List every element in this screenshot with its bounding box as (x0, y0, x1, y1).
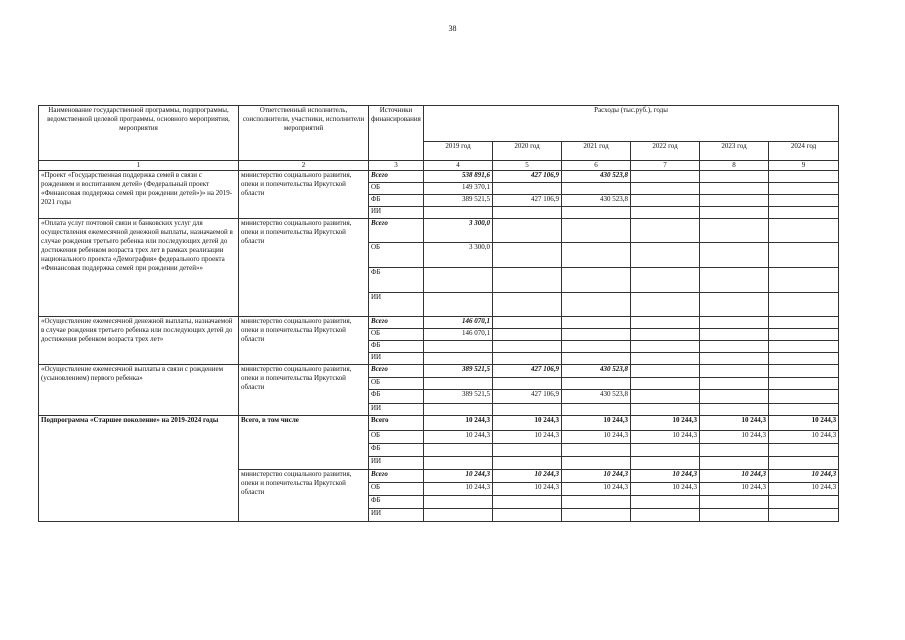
value-cell (631, 219, 700, 243)
table-row (39, 317, 839, 329)
value-cell (700, 317, 769, 329)
value-cell: 149 370,1 (424, 183, 493, 195)
value-cell (562, 457, 631, 470)
value-cell (700, 496, 769, 509)
value-cell: 427 106,9 (493, 365, 562, 378)
source-cell: ОБ (369, 431, 424, 444)
header-source: Источники финансирования (369, 106, 424, 161)
value-cell (631, 404, 700, 416)
column-number: 6 (562, 161, 631, 171)
value-cell (493, 341, 562, 353)
value-cell (700, 457, 769, 470)
column-number: 5 (493, 161, 562, 171)
value-cell (493, 329, 562, 341)
value-cell: 538 891,6 (424, 171, 493, 183)
value-cell: 389 521,5 (424, 195, 493, 207)
subprogram-name: Подпрограмма «Старшее поколение» на 2019-2024 годы (39, 416, 239, 522)
value-cell (562, 207, 631, 219)
source-ii: ИИ (369, 404, 424, 416)
value-cell: 146 070,1 (424, 317, 493, 329)
value-cell (700, 293, 769, 317)
value-cell: 10 244,3 (424, 483, 493, 496)
column-number: 7 (631, 161, 700, 171)
source-ii: ИИ (369, 207, 424, 219)
value-cell (631, 243, 700, 268)
source-ob: ОБ (369, 329, 424, 341)
value-cell (631, 268, 700, 293)
value-cell (562, 378, 631, 390)
source-fb: ФБ (369, 268, 424, 293)
value-cell (631, 444, 700, 457)
source-cell: ИИ (369, 457, 424, 470)
value-cell (493, 353, 562, 365)
value-cell (631, 390, 700, 404)
header-year: 2022 год (631, 142, 700, 161)
source-cell: ФБ (369, 444, 424, 457)
source-total: Всего (369, 171, 424, 183)
value-cell (700, 404, 769, 416)
source-cell: ФБ (369, 496, 424, 509)
source-fb: ФБ (369, 341, 424, 353)
executor-total: Всего, в том числе (239, 416, 369, 470)
value-cell: 10 244,3 (493, 416, 562, 431)
value-cell (562, 243, 631, 268)
source-total: Всего (369, 365, 424, 378)
column-number: 4 (424, 161, 493, 171)
value-cell (700, 171, 769, 183)
value-cell (700, 353, 769, 365)
value-cell (769, 365, 839, 378)
value-cell (424, 341, 493, 353)
value-cell: 10 244,3 (424, 431, 493, 444)
value-cell (631, 457, 700, 470)
value-cell (769, 444, 839, 457)
value-cell (769, 317, 839, 329)
header-year: 2024 год (769, 142, 839, 161)
value-cell (493, 378, 562, 390)
value-cell (700, 341, 769, 353)
value-cell (700, 365, 769, 378)
value-cell: 10 244,3 (769, 483, 839, 496)
value-cell: 10 244,3 (700, 416, 769, 431)
executor: министерство социального развития, опеки и попечительства Иркутской области (239, 219, 369, 317)
value-cell (493, 317, 562, 329)
value-cell (562, 268, 631, 293)
value-cell (424, 509, 493, 522)
value-cell: 10 244,3 (769, 431, 839, 444)
value-cell: 427 106,9 (493, 390, 562, 404)
value-cell: 427 106,9 (493, 195, 562, 207)
value-cell (493, 183, 562, 195)
activity-name: «Проект «Государственная поддержка семей в связи с рождением и воспитанием детей» (Федеральный проект «Финансовая поддержка семей при рождении детей»)» на 2019-2021 годы (39, 171, 239, 219)
value-cell (562, 317, 631, 329)
value-cell (562, 509, 631, 522)
value-cell (769, 171, 839, 183)
value-cell: 430 523,8 (562, 365, 631, 378)
value-cell (769, 183, 839, 195)
value-cell (562, 404, 631, 416)
value-cell (700, 183, 769, 195)
value-cell (493, 404, 562, 416)
value-cell: 10 244,3 (424, 470, 493, 483)
value-cell (631, 329, 700, 341)
value-cell (424, 207, 493, 219)
value-cell (700, 378, 769, 390)
value-cell: 389 521,5 (424, 365, 493, 378)
value-cell (631, 207, 700, 219)
value-cell: 10 244,3 (700, 431, 769, 444)
column-number: 3 (369, 161, 424, 171)
source-ob: ОБ (369, 183, 424, 195)
value-cell: 10 244,3 (562, 483, 631, 496)
value-cell: 389 521,5 (424, 390, 493, 404)
header-year: 2019 год (424, 142, 493, 161)
value-cell (424, 268, 493, 293)
value-cell: 430 523,8 (562, 171, 631, 183)
source-cell: ИИ (369, 509, 424, 522)
value-cell (631, 365, 700, 378)
value-cell (562, 353, 631, 365)
value-cell (631, 341, 700, 353)
value-cell (424, 378, 493, 390)
value-cell (631, 509, 700, 522)
value-cell (562, 444, 631, 457)
budget-table (38, 105, 839, 522)
value-cell (769, 329, 839, 341)
value-cell (631, 293, 700, 317)
activity-name: «Осуществление ежемесячной выплаты в связи с рождением (усыновлением) первого ребенка» (39, 365, 239, 416)
value-cell (493, 444, 562, 457)
value-cell (700, 219, 769, 243)
executor: министерство социального развития, опеки и попечительства Иркутской области (239, 365, 369, 416)
value-cell (769, 378, 839, 390)
value-cell: 10 244,3 (493, 470, 562, 483)
table-row (39, 365, 839, 378)
value-cell (562, 183, 631, 195)
value-cell (562, 293, 631, 317)
column-number: 9 (769, 161, 839, 171)
value-cell (769, 353, 839, 365)
value-cell (562, 329, 631, 341)
value-cell: 10 244,3 (631, 483, 700, 496)
source-fb: ФБ (369, 390, 424, 404)
value-cell: 10 244,3 (769, 470, 839, 483)
table-row (39, 171, 839, 183)
page-number: 38 (448, 24, 457, 33)
value-cell (424, 293, 493, 317)
column-number: 2 (239, 161, 369, 171)
source-ii: ИИ (369, 353, 424, 365)
value-cell (700, 243, 769, 268)
value-cell (769, 293, 839, 317)
value-cell: 10 244,3 (493, 483, 562, 496)
value-cell (493, 496, 562, 509)
source-ob: ОБ (369, 243, 424, 268)
value-cell (769, 219, 839, 243)
value-cell (493, 207, 562, 219)
value-cell (493, 219, 562, 243)
value-cell (562, 219, 631, 243)
value-cell (769, 509, 839, 522)
value-cell (769, 207, 839, 219)
column-number: 8 (700, 161, 769, 171)
value-cell (700, 329, 769, 341)
source-cell: ОБ (369, 483, 424, 496)
header-year: 2021 год (562, 142, 631, 161)
value-cell: 10 244,3 (493, 431, 562, 444)
value-cell (562, 341, 631, 353)
value-cell (769, 243, 839, 268)
value-cell: 3 300,0 (424, 243, 493, 268)
value-cell (769, 457, 839, 470)
executor: министерство социального развития, опеки и попечительства Иркутской области (239, 317, 369, 365)
source-cell: Всего (369, 416, 424, 431)
value-cell (769, 390, 839, 404)
value-cell: 10 244,3 (631, 416, 700, 431)
value-cell (424, 404, 493, 416)
value-cell (700, 509, 769, 522)
header-executor: Ответственный исполнитель, соисполнители, участники, исполнители мероприятий (239, 106, 369, 161)
value-cell: 10 244,3 (631, 431, 700, 444)
value-cell (700, 268, 769, 293)
value-cell: 146 070,1 (424, 329, 493, 341)
column-number: 1 (39, 161, 239, 171)
header-year: 2023 год (700, 142, 769, 161)
value-cell (631, 317, 700, 329)
value-cell (493, 457, 562, 470)
value-cell (424, 457, 493, 470)
value-cell (424, 496, 493, 509)
source-ii: ИИ (369, 293, 424, 317)
value-cell: 10 244,3 (631, 470, 700, 483)
activity-name: «Оплата услуг почтовой связи и банковских услуг для осуществления ежемесячной денежной выплаты, назначаемой в случае рождения третьего ребенка или последующих детей до достижения ребенком возраста трех лет в рамках реализации национального проекта «Демография» федерального проекта «Финансовая поддержка семей при рождении детей»» (39, 219, 239, 317)
value-cell (493, 509, 562, 522)
value-cell (424, 444, 493, 457)
value-cell (700, 390, 769, 404)
value-cell (424, 353, 493, 365)
header-year: 2020 год (493, 142, 562, 161)
value-cell: 10 244,3 (769, 416, 839, 431)
header-expenses: Расходы (тыс.руб.), годы (424, 106, 839, 142)
table-row (39, 416, 839, 431)
value-cell (631, 353, 700, 365)
value-cell (631, 496, 700, 509)
value-cell (631, 183, 700, 195)
value-cell (493, 243, 562, 268)
value-cell: 10 244,3 (700, 470, 769, 483)
activity-name: «Осуществление ежемесячной денежной выплаты, назначаемой в случае рождения третьего ребенка или последующих детей до достижения ребенком возраста трех лет» (39, 317, 239, 365)
source-total: Всего (369, 317, 424, 329)
value-cell: 3 300,0 (424, 219, 493, 243)
source-ob: ОБ (369, 378, 424, 390)
value-cell (631, 195, 700, 207)
value-cell (769, 496, 839, 509)
source-cell: Всего (369, 470, 424, 483)
value-cell (493, 293, 562, 317)
executor: министерство социального развития, опеки и попечительства Иркутской области (239, 171, 369, 219)
value-cell (631, 171, 700, 183)
value-cell (562, 496, 631, 509)
value-cell (769, 195, 839, 207)
value-cell: 10 244,3 (700, 483, 769, 496)
value-cell: 10 244,3 (424, 416, 493, 431)
value-cell: 427 106,9 (493, 171, 562, 183)
value-cell: 430 523,8 (562, 195, 631, 207)
value-cell (700, 207, 769, 219)
value-cell (700, 444, 769, 457)
source-total: Всего (369, 219, 424, 243)
header-name: Наименование государственной программы, подпрограммы, ведомственной целевой программы, основного мероприятия, мероприятия (39, 106, 239, 161)
value-cell (769, 404, 839, 416)
value-cell (631, 378, 700, 390)
value-cell: 10 244,3 (562, 431, 631, 444)
value-cell (769, 268, 839, 293)
value-cell: 10 244,3 (562, 470, 631, 483)
value-cell (493, 268, 562, 293)
executor: министерство социального развития, опеки и попечительства Иркутской области (239, 470, 369, 522)
value-cell: 10 244,3 (562, 416, 631, 431)
value-cell (700, 195, 769, 207)
table-row (39, 219, 839, 243)
value-cell: 430 523,8 (562, 390, 631, 404)
source-fb: ФБ (369, 195, 424, 207)
value-cell (769, 341, 839, 353)
